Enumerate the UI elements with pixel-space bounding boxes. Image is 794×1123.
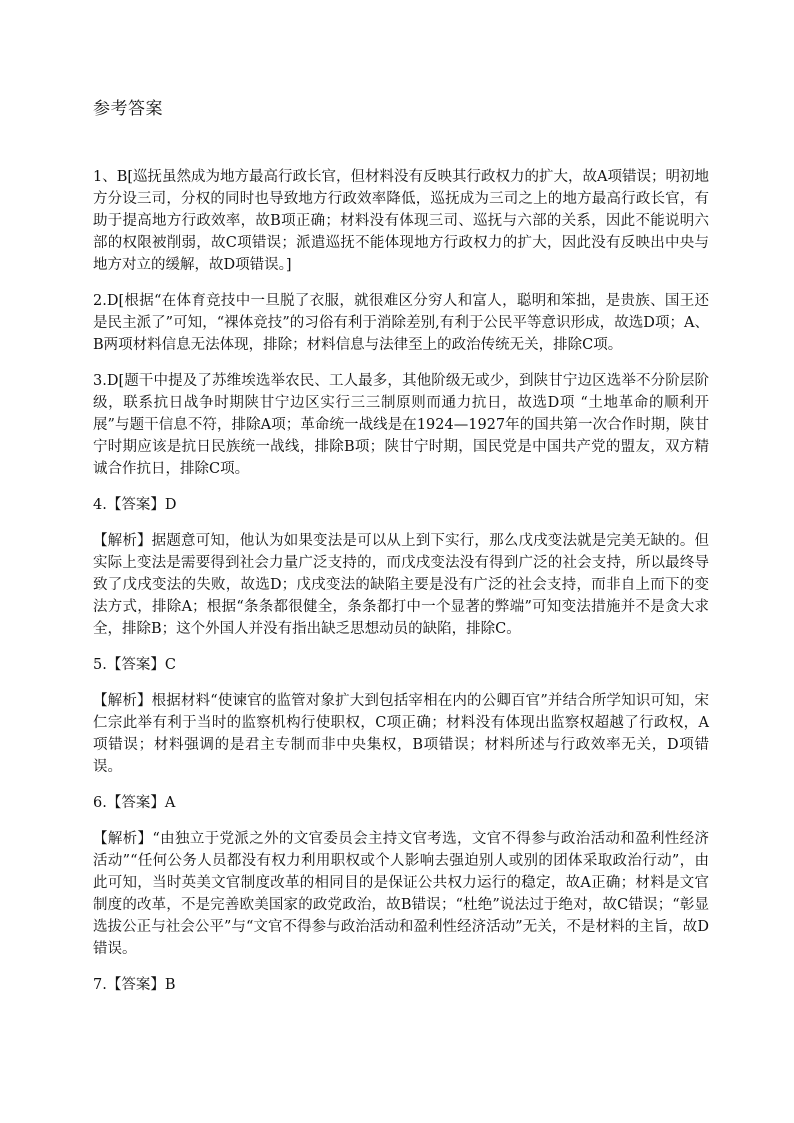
page-title: 参考答案 — [93, 99, 163, 119]
answer-4-key: 4.【答案】D — [93, 497, 177, 513]
answer-5-key: 5.【答案】C — [93, 657, 176, 673]
answer-6-key: 6.【答案】A — [93, 795, 176, 811]
answer-5-analysis: 【解析】根据材料“使谏官的监管对象扩大到包括宰相在内的公卿百官”并结合所学知识可知，宋仁宗此举有利于当时的监察机构行使职权，C项正确；材料没有体现出监察权超越了行政权，A项错误；材料强调的是君主专制而非中央集权，B项错误；材料所述与行政效率无关，D项错误。 — [93, 693, 709, 775]
answer-7-key: 7.【答案】B — [93, 977, 176, 993]
answer-6-analysis: 【解析】“由独立于党派之外的文官委员会主持文官考选，文官不得参与政治活动和盈利性经济活动”“任何公务人员都没有权力利用职权或个人影响去强迫别人或别的团体采取政治行动”，由此可知，当时英美文官制度改革的相同目的是保证公共权力运行的稳定，故A正确；材料是文官制度的改革，不是完善欧美国家的政党政治，故B错误；“杜绝”说法过于绝对，故C错误；“彰显选拔公正与社会公平”与“文官不得参与政治活动和盈利性经济活动”无关，不是材料的主旨，故D错误。 — [93, 831, 709, 957]
answer-4-analysis: 【解析】据题意可知，他认为如果变法是可以从上到下实行，那么戊戌变法就是完美无缺的。但实际上变法是需要得到社会力量广泛支持的，而戊戌变法没有得到广泛的社会支持，所以最终导致了戊戌变法的失败，故选D；戊戌变法的缺陷主要是没有广泛的社会支持，而非自上而下的变法方式，排除A；根据“条条都很健全，条条都打中一个显著的弊端”可知变法措施并不是贪大求全，排除B；这个外国人并没有指出缺乏思想动员的缺陷，排除C。 — [93, 533, 709, 637]
answer-1-paragraph: 1、B[巡抚虽然成为地方最高行政长官，但材料没有反映其行政权力的扩大，故A项错误；明初地方分设三司，分权的同时也导致地方行政效率降低，巡抚成为三司之上的地方最高行政长官，有助于提高地方行政效率，故B项正确；材料没有体现三司、巡抚与六部的关系，因此不能说明六部的权限被削弱，故C项错误；派遣巡抚不能体现地方行政权力的扩大，因此没有反映出中央与地方对立的缓解，故D项错误。] — [93, 169, 710, 273]
answer-3-paragraph: 3.D[题干中提及了苏维埃选举农民、工人最多，其他阶级无或少，到陕甘宁边区选举不分阶层阶级，联系抗日战争时期陕甘宁边区实行三三制原则而通力抗日，故选D项 “土地革命的顺利开展”与题干信息不符，排除A项；革命统一战线是在1924—1927年的国共第一次合作时期，陕甘宁时期应该是抗日民族统一战线，排除B项；陕甘宁时期，国民党是中国共产党的盟友，双方精诚合作抗日，排除C项。 — [93, 373, 709, 477]
answer-2-paragraph: 2.D[根据“在体育竞技中一旦脱了衣服，就很难区分穷人和富人，聪明和笨拙，是贵族、国王还是民主派了”可知，“裸体竞技”的习俗有利于消除差别,有利于公民平等意识形成，故选D项；A、B两项材料信息无法体现，排除；材料信息与法律至上的政治传统无关，排除C项。 — [93, 293, 709, 353]
answer-body — [93, 166, 709, 1010]
